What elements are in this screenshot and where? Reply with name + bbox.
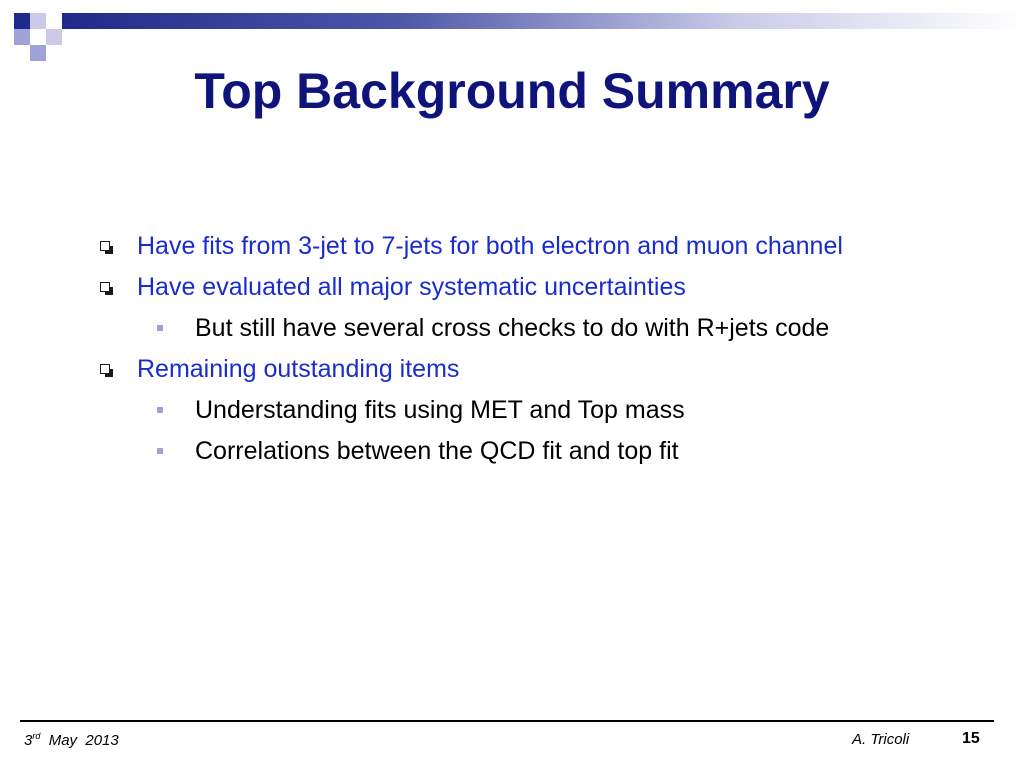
decor-square-mid [30, 45, 46, 61]
header-gradient-bar [62, 13, 1024, 29]
bullet-item [100, 349, 1000, 390]
date-rest: May 2013 [48, 732, 119, 749]
sub-bullet-text: Understanding fits using MET and Top mass [195, 396, 685, 424]
bullet-list [100, 226, 1000, 472]
footer-author: A. Tricoli [852, 731, 910, 748]
small-square-bullet-icon [157, 407, 163, 413]
footer-divider [20, 720, 994, 722]
slide-title: Top Background Summary [194, 63, 830, 119]
decor-square-mid [14, 29, 30, 45]
decor-square-dark [14, 13, 30, 29]
sub-bullet-item [100, 390, 1000, 431]
square-bullet-icon [100, 241, 110, 251]
decor-square-light [46, 29, 62, 45]
sub-bullet-text: But still have several cross checks to do with R+jets code [195, 314, 830, 342]
bullet-item [100, 226, 1000, 267]
bullet-text: Have fits from 3-jet to 7-jets for both electron and muon channel [137, 232, 843, 260]
square-bullet-icon [100, 282, 110, 292]
sub-bullet-text: Correlations between the QCD fit and top fit [195, 437, 679, 465]
sub-bullet-item [100, 431, 1000, 472]
square-bullet-icon [100, 364, 110, 374]
small-square-bullet-icon [157, 325, 163, 331]
bullet-text: Have evaluated all major systematic uncertainties [137, 273, 686, 301]
bullet-item [100, 267, 1000, 308]
sub-bullet-item [100, 308, 1000, 349]
date-suffix: rd [32, 731, 41, 741]
small-square-bullet-icon [157, 448, 163, 454]
date-day: 3 [24, 732, 33, 749]
decor-square-light [30, 13, 46, 29]
page-number: 15 [962, 730, 980, 747]
bullet-text: Remaining outstanding items [137, 355, 460, 383]
footer-date [24, 731, 119, 749]
